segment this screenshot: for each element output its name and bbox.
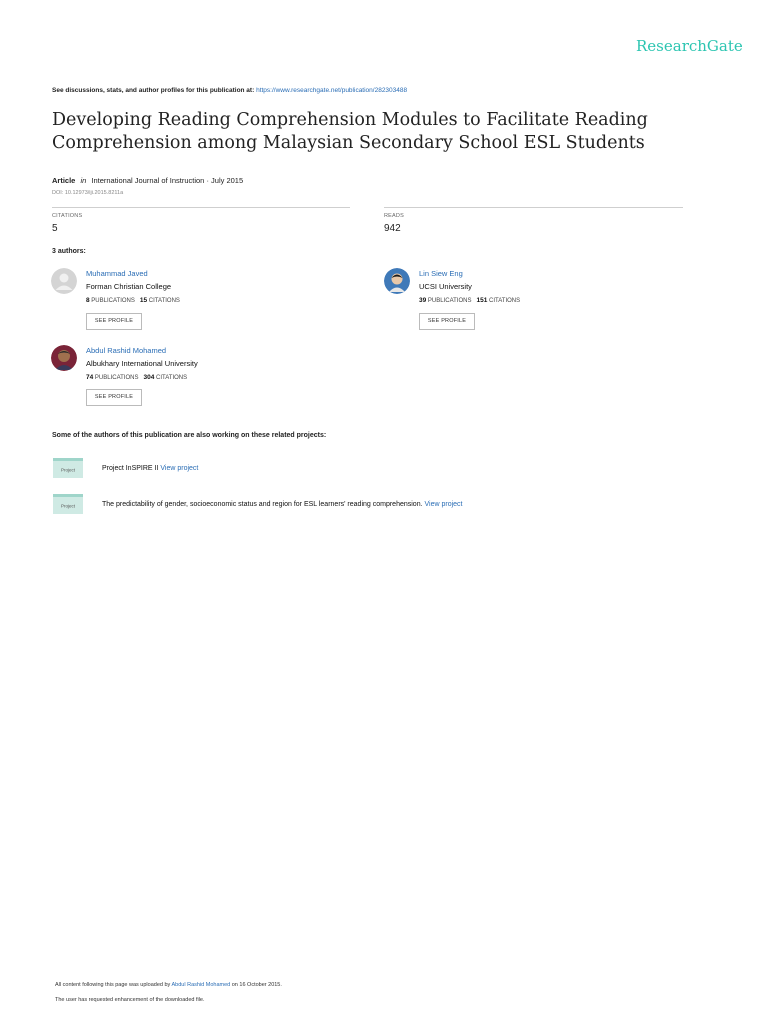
uploader-link[interactable]: Abdul Rashid Mohamed	[171, 982, 231, 988]
project-icon-label: Project	[60, 467, 76, 473]
citations-label: CITATIONS	[52, 213, 83, 219]
citations-label: CITATIONS	[148, 298, 180, 304]
discussion-prefix: See discussions, stats, and author profiles for this publication at:	[52, 87, 255, 94]
citations-count: 151	[476, 297, 488, 304]
citations-divider	[52, 207, 350, 208]
publication-url-link[interactable]: https://www.researchgate.net/publication/282303488	[256, 87, 408, 94]
upload-prefix: All content following this page was uploaded by	[55, 982, 171, 988]
citations-label: CITATIONS	[489, 298, 521, 304]
author-stats	[86, 374, 187, 381]
project-title: The predictability of gender, socioeconomic status and region for ESL learners' reading comprehension.	[102, 501, 423, 508]
avatar[interactable]	[384, 268, 410, 294]
author-name-link[interactable]: Lin Siew Eng	[419, 269, 463, 278]
project-folder-icon	[53, 494, 83, 514]
reads-divider	[384, 207, 683, 208]
article-type: Article	[52, 176, 76, 185]
view-project-link[interactable]: View project	[160, 465, 199, 472]
publications-count: 8	[86, 297, 90, 304]
citations-count: 15	[139, 297, 148, 304]
see-profile-button[interactable]: SEE PROFILE	[419, 313, 475, 330]
upload-note	[55, 982, 282, 988]
publications-label: PUBLICATIONS	[91, 298, 135, 304]
reads-label: READS	[384, 213, 404, 219]
journal-name: International Journal of Instruction · July 2015	[91, 176, 244, 185]
citations-label: CITATIONS	[156, 375, 188, 381]
author-stats	[419, 297, 520, 304]
publications-count: 39	[419, 297, 427, 304]
author-photo-icon	[384, 268, 410, 294]
view-project-link[interactable]: View project	[424, 501, 463, 508]
author-photo-icon	[51, 345, 77, 371]
publication-title: Developing Reading Comprehension Modules to Facilitate Reading Comprehension among Malaysian Secondary School ESL Students	[52, 110, 648, 153]
avatar[interactable]	[51, 268, 77, 294]
author-institution: Albukhary International University	[86, 359, 198, 368]
related-projects-heading: Some of the authors of this publication are also working on these related projects:	[52, 432, 327, 439]
project-entry	[102, 501, 463, 508]
discussion-line	[52, 87, 407, 94]
author-institution: UCSI University	[419, 282, 472, 291]
author-stats	[86, 297, 180, 304]
citations-count: 304	[143, 374, 155, 381]
project-entry	[102, 465, 198, 472]
avatar[interactable]	[51, 345, 77, 371]
default-avatar-icon	[51, 268, 77, 294]
doi: DOI: 10.12973/iji.2015.8211a	[52, 190, 124, 196]
authors-heading: 3 authors:	[52, 248, 86, 255]
researchgate-logo[interactable]: ResearchGate	[636, 37, 743, 55]
reads-value: 942	[384, 223, 401, 234]
project-title: Project InSPIRE II	[102, 465, 159, 472]
publication-meta	[52, 176, 243, 185]
in-label: in	[80, 176, 87, 185]
citations-value: 5	[52, 223, 58, 234]
author-institution: Forman Christian College	[86, 282, 172, 291]
project-icon-label: Project	[60, 503, 76, 509]
publications-label: PUBLICATIONS	[94, 375, 139, 381]
publications-count: 74	[86, 374, 94, 381]
author-name-link[interactable]: Muhammad Javed	[86, 269, 148, 278]
project-folder-icon	[53, 458, 83, 478]
enhancement-note: The user has requested enhancement of the downloaded file.	[55, 997, 205, 1003]
publications-label: PUBLICATIONS	[427, 298, 472, 304]
see-profile-button[interactable]: SEE PROFILE	[86, 313, 142, 330]
upload-suffix: on 16 October 2015.	[231, 982, 282, 988]
author-name-link[interactable]: Abdul Rashid Mohamed	[86, 346, 167, 355]
see-profile-button[interactable]: SEE PROFILE	[86, 389, 142, 406]
